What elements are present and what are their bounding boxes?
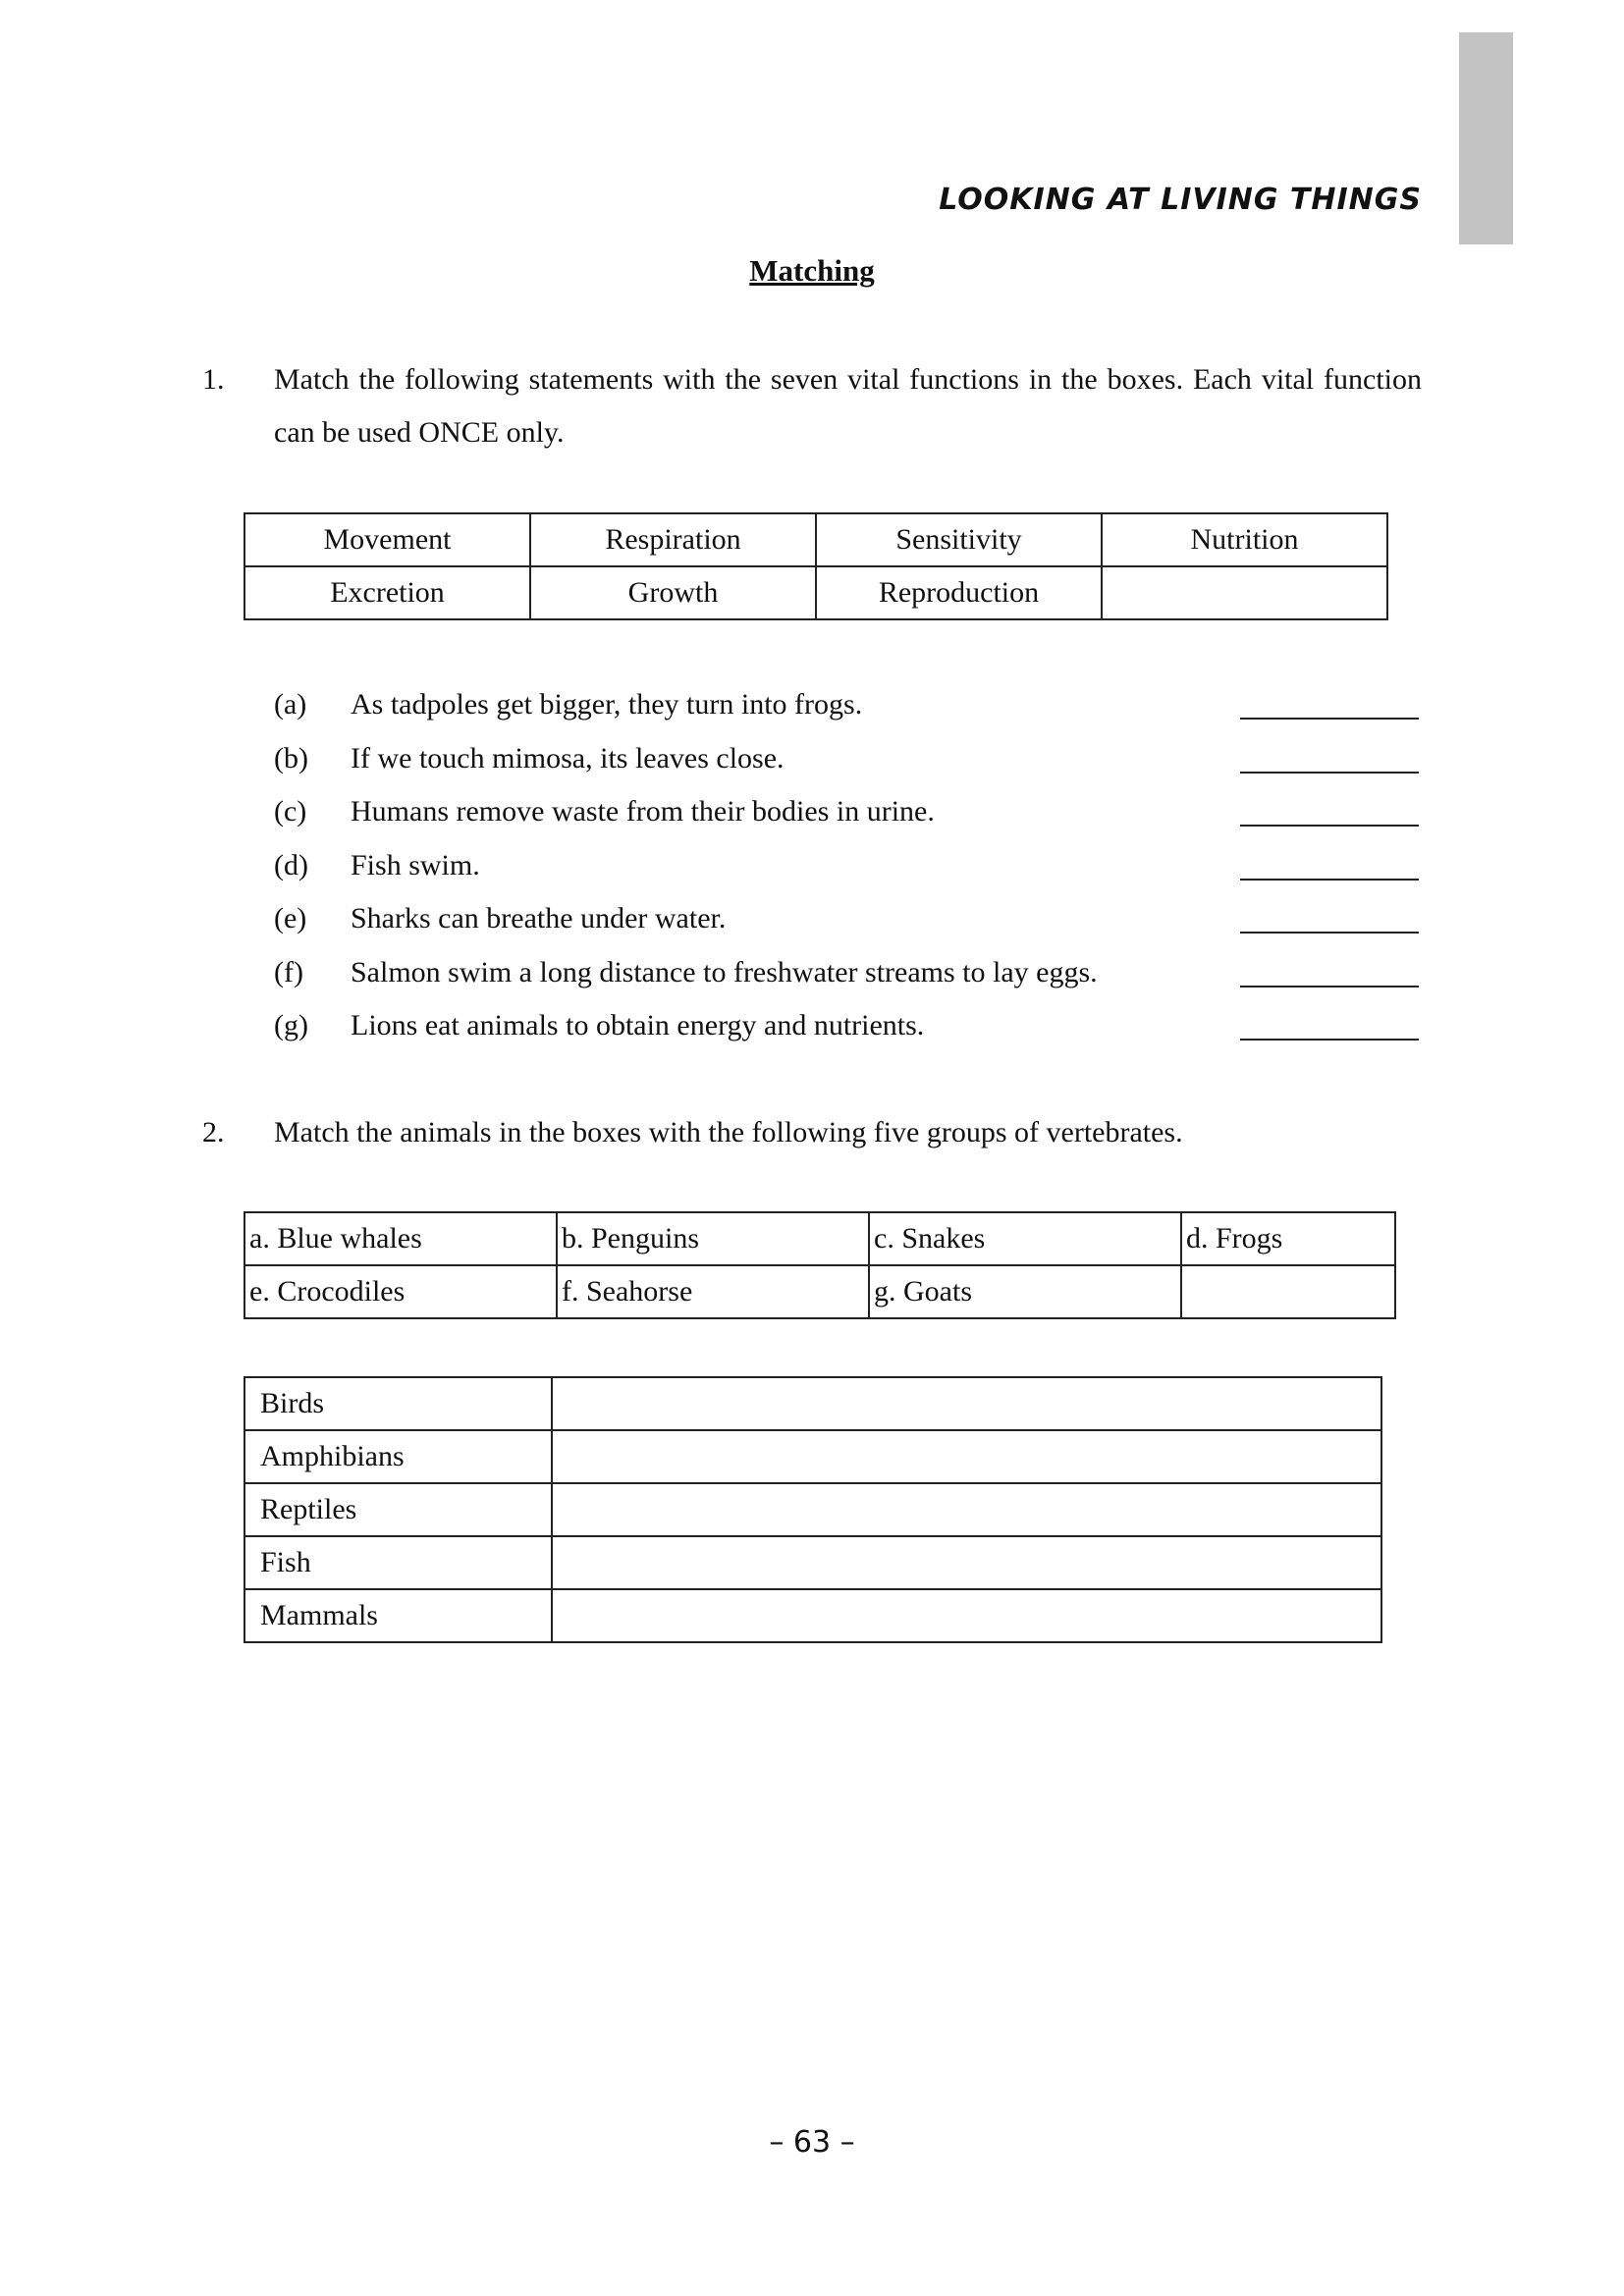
function-cell: Growth (530, 566, 816, 619)
function-cell: Movement (244, 513, 530, 566)
group-label: Reptiles (244, 1483, 552, 1536)
animal-cell: d. Frogs (1181, 1212, 1395, 1265)
answer-cell[interactable] (552, 1589, 1381, 1642)
page-number: – 63 – (769, 2125, 855, 2160)
answer-cell[interactable] (552, 1483, 1381, 1536)
function-cell: Respiration (530, 513, 816, 566)
group-label: Fish (244, 1536, 552, 1589)
function-cell: Reproduction (816, 566, 1102, 619)
question-1-text: Match the following statements with the seven vital functions in the boxes. Each vital function can be used ONCE only. (274, 363, 1422, 449)
statement-text: As tadpoles get bigger, they turn into frogs. (351, 688, 863, 721)
question-2-number: 2. (202, 1116, 225, 1148)
statement-label: (a) (274, 688, 307, 721)
vertebrate-groups-table (244, 1376, 1382, 1643)
statement-label: (d) (274, 848, 308, 881)
question-1-number: 1. (202, 363, 225, 396)
function-cell: Sensitivity (816, 513, 1102, 566)
statement-text: Humans remove waste from their bodies in urine. (351, 795, 935, 828)
answer-cell[interactable] (552, 1536, 1381, 1589)
answer-blank[interactable] (1240, 825, 1419, 827)
animals-table (244, 1211, 1396, 1319)
section-title: Matching (749, 253, 875, 288)
statement-label: (c) (274, 795, 307, 828)
chapter-tab-marker (1459, 32, 1513, 244)
animal-cell: f. Seahorse (557, 1265, 869, 1318)
statement-label: (e) (274, 902, 307, 934)
statement-label: (f) (274, 955, 303, 988)
running-header: LOOKING AT LIVING THINGS (939, 183, 1422, 217)
vital-functions-table (244, 512, 1388, 620)
answer-cell[interactable] (552, 1430, 1381, 1483)
animal-cell: e. Crocodiles (244, 1265, 557, 1318)
function-cell-empty (1102, 566, 1387, 619)
animal-cell: g. Goats (869, 1265, 1181, 1318)
function-cell: Excretion (244, 566, 530, 619)
answer-blank[interactable] (1240, 718, 1419, 720)
statement-text: Lions eat animals to obtain energy and nutrients. (351, 1009, 925, 1041)
animal-cell: a. Blue whales (244, 1212, 557, 1265)
answer-blank[interactable] (1240, 1039, 1419, 1041)
group-label: Mammals (244, 1589, 552, 1642)
answer-cell[interactable] (552, 1377, 1381, 1430)
answer-blank[interactable] (1240, 772, 1419, 774)
answer-blank[interactable] (1240, 986, 1419, 988)
answer-blank[interactable] (1240, 932, 1419, 934)
animal-cell-empty (1181, 1265, 1395, 1318)
statement-label: (g) (274, 1009, 308, 1041)
statement-text: Sharks can breathe under water. (351, 902, 727, 934)
statement-label: (b) (274, 741, 308, 774)
statement-text: Fish swim. (351, 848, 480, 881)
question-2-text: Match the animals in the boxes with the following five groups of vertebrates. (274, 1116, 1183, 1148)
statement-text: If we touch mimosa, its leaves close. (351, 741, 785, 774)
animal-cell: c. Snakes (869, 1212, 1181, 1265)
answer-blank[interactable] (1240, 879, 1419, 881)
function-cell: Nutrition (1102, 513, 1387, 566)
animal-cell: b. Penguins (557, 1212, 869, 1265)
statement-text: Salmon swim a long distance to freshwater streams to lay eggs. (351, 955, 1098, 988)
group-label: Amphibians (244, 1430, 552, 1483)
group-label: Birds (244, 1377, 552, 1430)
